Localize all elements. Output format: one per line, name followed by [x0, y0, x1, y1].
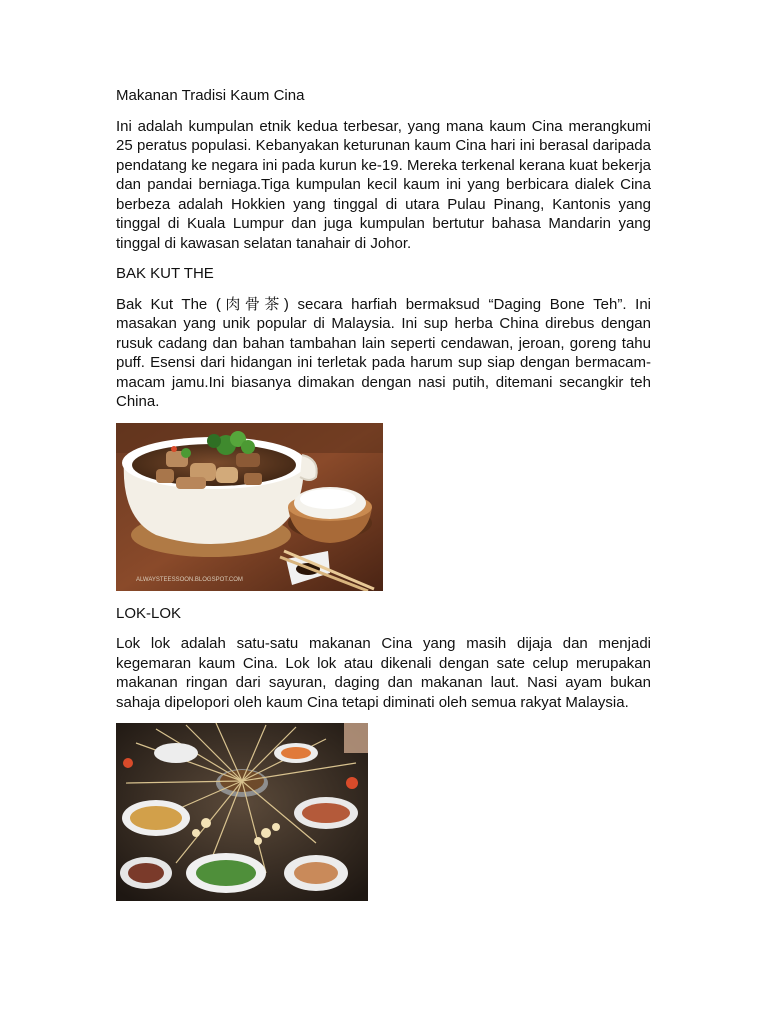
photo-watermark: ALWAYSTEESSOON.BLOGSPOT.COM	[136, 576, 243, 583]
section-heading-bak-kut-the: BAK KUT THE	[116, 265, 214, 282]
section-heading-lok-lok: LOK-LOK	[116, 604, 182, 622]
section-body-lok-lok: Lok lok adalah satu-satu makanan Cina yang masih dijaja dan menjadi kegemaran kaum Cina. Lok lok atau dikenali dengan sate celup merupakan makanan ringan dari sayuran, daging dan makanan laut. Nasi ayam bukan sahaja dipelopori oleh kaum Cina tetapi diminati oleh semua rakyat Malaysia.	[116, 635, 651, 711]
document-content	[116, 86, 651, 914]
document-title: Makanan Tradisi Kaum Cina	[116, 87, 305, 104]
bak-kut-teh-photo	[116, 423, 383, 591]
section-body-bak-kut-the: Bak Kut The (肉骨茶) secara harfiah bermaksud “Daging Bone Teh”. Ini masakan yang unik popular di Malaysia. Ini sup herba China direbus dengan rusuk cadang dan bahan tambahan lain seperti cendawan, jeroan, goreng tahu puff. Esensi dari hidangan ini terletak pada harum sup siap dengan bermacam-macam jamu.Ini biasanya dimakan dengan nasi putih, ditemani secangkir teh China.	[116, 295, 651, 410]
lok-lok-photo	[116, 723, 368, 901]
intro-paragraph: Ini adalah kumpulan etnik kedua terbesar, yang mana kaum Cina merangkumi 25 peratus populasi. Kebanyakan keturunan kaum Cina hari ini berasal daripada pendatang ke negara ini pada kurun ke-19. Mereka terkenal kerana kuat bekerja dan pandai berniaga.Tiga kumpulan kecil kaum ini yang berbicara dialek Cina berbeza adalah Hokkien yang tinggal di utara Pulau Pinang, Kantonis yang tinggal di Kuala Lumpur dan juga kumpulan bertutur bahasa Mandarin yang tinggal di kawasan selatan tanahair di Johor.	[116, 117, 651, 252]
